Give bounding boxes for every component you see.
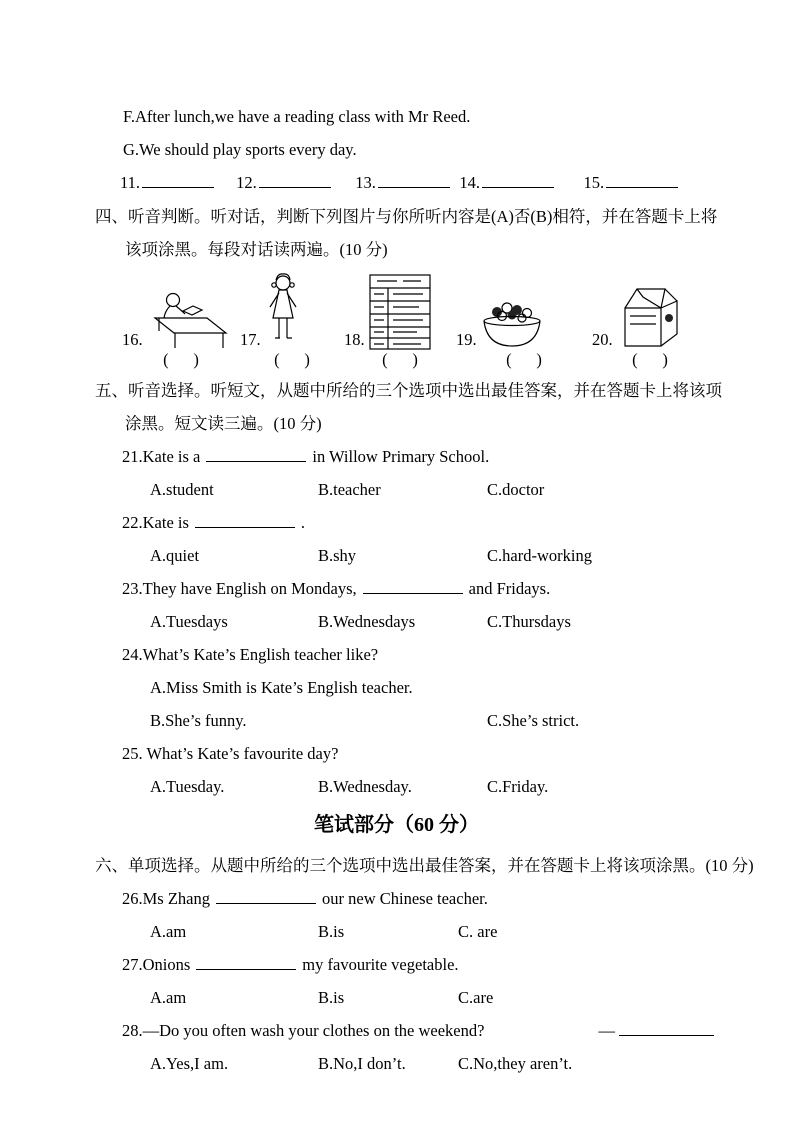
- option-c: C.Friday.: [487, 777, 549, 796]
- option-c: C.hard-working: [487, 546, 592, 565]
- girl-standing-icon: [265, 272, 301, 350]
- q27-post: my favourite vegetable.: [302, 955, 459, 974]
- answer-paren-17: ( ): [274, 350, 310, 369]
- question-28-stem: [122, 1014, 714, 1047]
- milk-carton-icon: [617, 278, 683, 350]
- option-a: A.Yes,I am.: [150, 1054, 229, 1073]
- q26-post: our new Chinese teacher.: [322, 889, 488, 908]
- question-26-stem: [122, 882, 793, 915]
- option-a: A.student: [150, 480, 214, 499]
- answer-paren-16: ( ): [163, 350, 199, 369]
- question-27-stem: [122, 948, 793, 981]
- q28-answer-slot: [599, 1014, 715, 1047]
- option-a: A.quiet: [150, 546, 200, 565]
- option-c: C.are: [458, 988, 494, 1007]
- q23-pre: 23.They have English on Mondays,: [122, 579, 357, 598]
- class-timetable-icon: [369, 274, 431, 350]
- q21-post: in Willow Primary School.: [312, 447, 490, 466]
- answer-blank: [206, 447, 306, 462]
- picture-item-18: [344, 274, 456, 370]
- answer-blank: [482, 173, 554, 188]
- option-a: A.am: [150, 922, 187, 941]
- q23-post: and Fridays.: [468, 579, 551, 598]
- blank-number: 11.: [120, 173, 141, 192]
- answer-paren-18: ( ): [382, 350, 418, 369]
- answer-blank: [259, 173, 331, 188]
- option-g-line: G.We should play sports every day.: [123, 140, 357, 159]
- q22-post: .: [300, 513, 306, 532]
- answer-blank: [195, 513, 295, 528]
- question-22-stem: [122, 506, 793, 539]
- answer-blank: [142, 173, 214, 188]
- section5-title-line1: 五、听音选择。听短文，从题中所给的三个选项中选出最佳答案，并在答题卡上将该项: [95, 381, 722, 400]
- question-24-options-bc: [150, 704, 793, 737]
- picture-item-19: [456, 300, 592, 370]
- blank-number: 15.: [583, 173, 605, 192]
- section4-picture-row: [122, 272, 793, 370]
- option-a: A.Tuesdays: [150, 612, 228, 631]
- answer-blank: [619, 1021, 714, 1036]
- question-24-option-a: [150, 671, 793, 704]
- section4-title-line1: 四、听音判断。听对话，判断下列图片与你所听内容是(A)否(B)相符，并在答题卡上将: [95, 207, 718, 226]
- answer-paren-20: ( ): [632, 350, 668, 369]
- question-22-options: [150, 539, 793, 572]
- q26-pre: 26.Ms Zhang: [122, 889, 210, 908]
- section6-title: 六、单项选择。从题中所给的三个选项中选出最佳答案，并在答题卡上将该项涂黑。(10 分): [95, 856, 754, 875]
- answer-blank: [196, 955, 296, 970]
- blank-item-12: [236, 166, 351, 200]
- option-f-line: F.After lunch,we have a reading class with Mr Reed.: [123, 107, 471, 126]
- blank-number: 12.: [236, 173, 257, 192]
- question-21-options: [150, 473, 793, 506]
- option-b: B.Wednesday.: [318, 777, 412, 796]
- answer-paren-19: ( ): [506, 350, 542, 369]
- option-c: C.doctor: [487, 480, 545, 499]
- option-a: A.am: [150, 988, 187, 1007]
- question-27-options: [150, 981, 793, 1014]
- blank-number: 14.: [459, 173, 480, 192]
- blank-item-15: [584, 166, 694, 200]
- option-b: B.No,I don’t.: [318, 1054, 406, 1073]
- picture-number: 19.: [456, 330, 477, 349]
- question-21-stem: [122, 440, 793, 473]
- option-b: B.teacher: [318, 480, 381, 499]
- section4-title-line2: 该项涂黑。每段对话读两遍。(10 分): [125, 240, 388, 259]
- option-b: B.Wednesdays: [318, 612, 416, 631]
- section5-title-line2: 涂黑。短文读三遍。(10 分): [125, 414, 322, 433]
- question-24-stem: 24.What’s Kate’s English teacher like?: [122, 645, 379, 664]
- blank-item-13: [355, 166, 455, 200]
- student-at-desk-icon: [147, 290, 235, 350]
- question-26-options: [150, 915, 793, 948]
- answer-blanks-row: [120, 166, 793, 200]
- picture-item-20: [592, 278, 708, 370]
- option-a: A.Tuesday.: [150, 777, 225, 796]
- blank-item-14: [459, 166, 579, 200]
- option-b: B.is: [318, 988, 345, 1007]
- option-a: A.Miss Smith is Kate’s English teacher.: [150, 678, 413, 697]
- picture-item-17: [240, 272, 344, 370]
- question-23-stem: [122, 572, 793, 605]
- question-23-options: [150, 605, 793, 638]
- q28-question: 28.—Do you often wash your clothes on the weekend?: [122, 1021, 485, 1040]
- answer-blank: [363, 579, 463, 594]
- option-b: B.is: [318, 922, 345, 941]
- q27-pre: 27.Onions: [122, 955, 191, 974]
- q21-pre: 21.Kate is a: [122, 447, 201, 466]
- picture-number: 17.: [240, 330, 261, 349]
- blank-item-11: [120, 166, 232, 200]
- blank-number: 13.: [355, 173, 376, 192]
- picture-number: 20.: [592, 330, 613, 349]
- question-25-options: [150, 770, 793, 803]
- written-part-heading: 笔试部分（60 分）: [314, 814, 479, 836]
- option-b: B.shy: [318, 546, 357, 565]
- salad-bowl-icon: [481, 300, 543, 350]
- answer-blank: [606, 173, 678, 188]
- picture-number: 18.: [344, 330, 365, 349]
- question-28-options: [150, 1047, 793, 1080]
- picture-number: 16.: [122, 330, 143, 349]
- q28-dash: —: [598, 1021, 615, 1040]
- answer-blank: [216, 889, 316, 904]
- option-c: C. are: [458, 922, 498, 941]
- option-b: B.She’s funny.: [150, 711, 247, 730]
- option-c: C.She’s strict.: [487, 711, 580, 730]
- option-c: C.Thursdays: [487, 612, 571, 631]
- option-c: C.No,they aren’t.: [458, 1054, 573, 1073]
- question-25-stem: 25. What’s Kate’s favourite day?: [122, 744, 339, 763]
- picture-item-16: [122, 290, 240, 370]
- q22-pre: 22.Kate is: [122, 513, 189, 532]
- answer-blank: [378, 173, 450, 188]
